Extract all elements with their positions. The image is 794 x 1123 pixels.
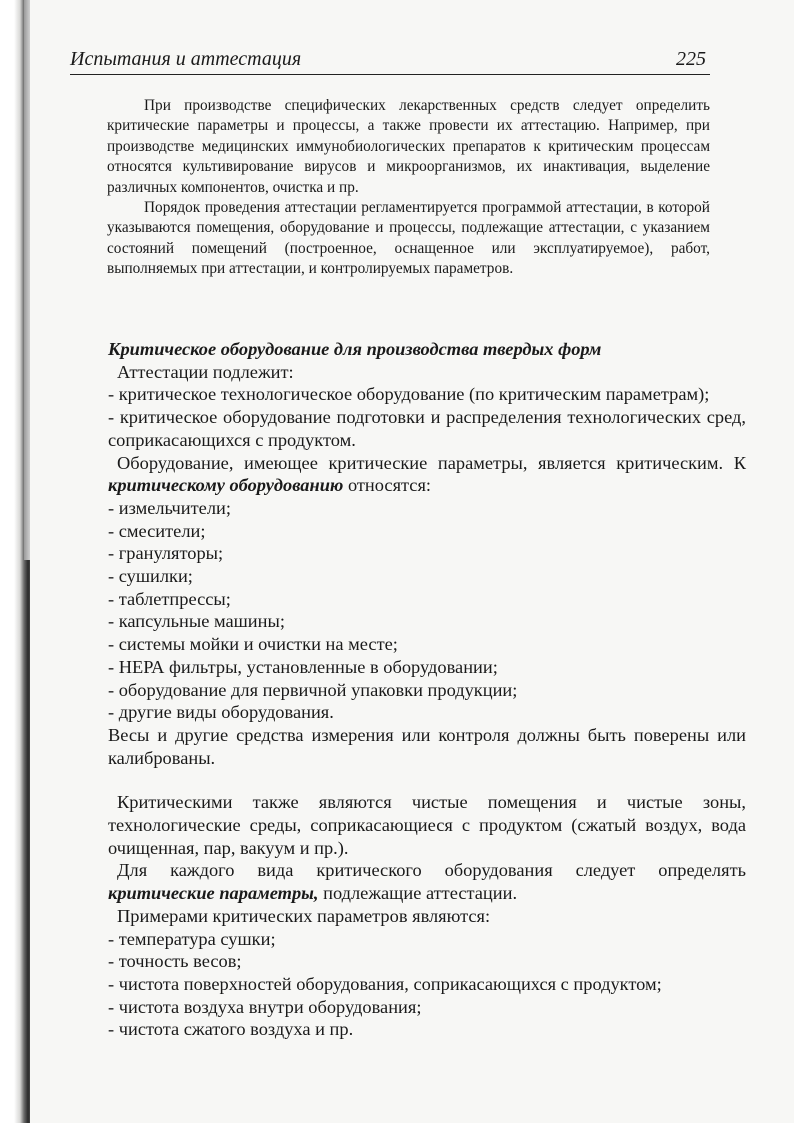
- list-item: - грануляторы;: [108, 543, 224, 564]
- list-item: - таблетпрессы;: [108, 588, 231, 609]
- list-item: - капсульные машины;: [108, 611, 285, 632]
- examples-lead: Примерами критических параметров являются:: [117, 905, 491, 926]
- intro-paragraph: Порядок проведения аттестации регламентируется программой аттестации, в которой указываются помещения, оборудование и процессы, подлежащие аттестации, с указанием состояний помещений (построенное, оснащенное или эксплуатируемое), работ, выполняемых при аттестации, и контролируемых параметров.: [107, 199, 710, 278]
- section-heading: Критическое оборудование для производства твердых форм: [108, 339, 602, 359]
- list-item: - измельчители;: [108, 497, 231, 518]
- section-lead: Аттестации подлежит:: [117, 361, 294, 382]
- list-item: - температура сушки;: [108, 928, 276, 949]
- paragraph-gap: [108, 769, 746, 791]
- list-item: - смесители;: [108, 520, 206, 541]
- clean-rooms-paragraph: Критическими также являются чистые помещения и чистые зоны, технологические среды, соприкасающиеся с продуктом (сжатый воздух, вода очищенная, пар, вакуум и пр.).: [108, 792, 746, 858]
- page-binding-edge: [24, 0, 30, 560]
- emphasis-text: критическому оборудованию: [108, 475, 344, 496]
- list-item: - точность весов;: [108, 951, 242, 972]
- paragraph-text: подлежащие аттестации.: [318, 883, 518, 904]
- critical-parameters-paragraph: [108, 859, 746, 904]
- list-item: - сушилки;: [108, 566, 193, 587]
- intro-paragraph: При производстве специфических лекарственных средств следует определить критические параметры и процессы, а также провести их аттестацию. Например, при производстве медицинских иммунобиологических препаратов к критическим процессам относятся культивирование вирусов и микроорганизмов, их инактивация, выделение различных компонентов, очистка и пр.: [107, 97, 710, 196]
- list-item: - чистота поверхностей оборудования, соприкасающихся с продуктом;: [108, 973, 662, 994]
- list-item: - НЕРА фильтры, установленные в оборудовании;: [108, 656, 498, 677]
- list-item: - критическое оборудование подготовки и распределения технологических сред, соприкасающихся с продуктом.: [108, 407, 746, 450]
- running-header: [70, 44, 710, 75]
- list-item: - критическое технологическое оборудование (по критическим параметрам);: [108, 384, 710, 405]
- list-item: - чистота воздуха внутри оборудования;: [108, 996, 422, 1017]
- emphasis-text: критические параметры,: [108, 883, 319, 904]
- chapter-title: Испытания и аттестация: [70, 48, 302, 70]
- list-item: - чистота сжатого воздуха и пр.: [108, 1019, 354, 1040]
- paragraph-text: Для каждого вида критического оборудования следует определять: [117, 860, 746, 881]
- scales-note: Весы и другие средства измерения или контроля должны быть поверены или калиброваны.: [108, 724, 746, 768]
- list-item: - системы мойки и очистки на месте;: [108, 634, 398, 655]
- main-text: [108, 338, 746, 1041]
- list-item: - оборудование для первичной упаковки продукции;: [108, 679, 518, 700]
- list-item: - другие виды оборудования.: [108, 702, 334, 723]
- page-number: 225: [676, 48, 706, 70]
- intro-text: [107, 96, 710, 280]
- paragraph-text: относятся:: [343, 475, 432, 496]
- critical-equipment-paragraph: [108, 452, 746, 497]
- paragraph-text: Оборудование, имеющее критические параметры, является критическим. К: [117, 452, 746, 473]
